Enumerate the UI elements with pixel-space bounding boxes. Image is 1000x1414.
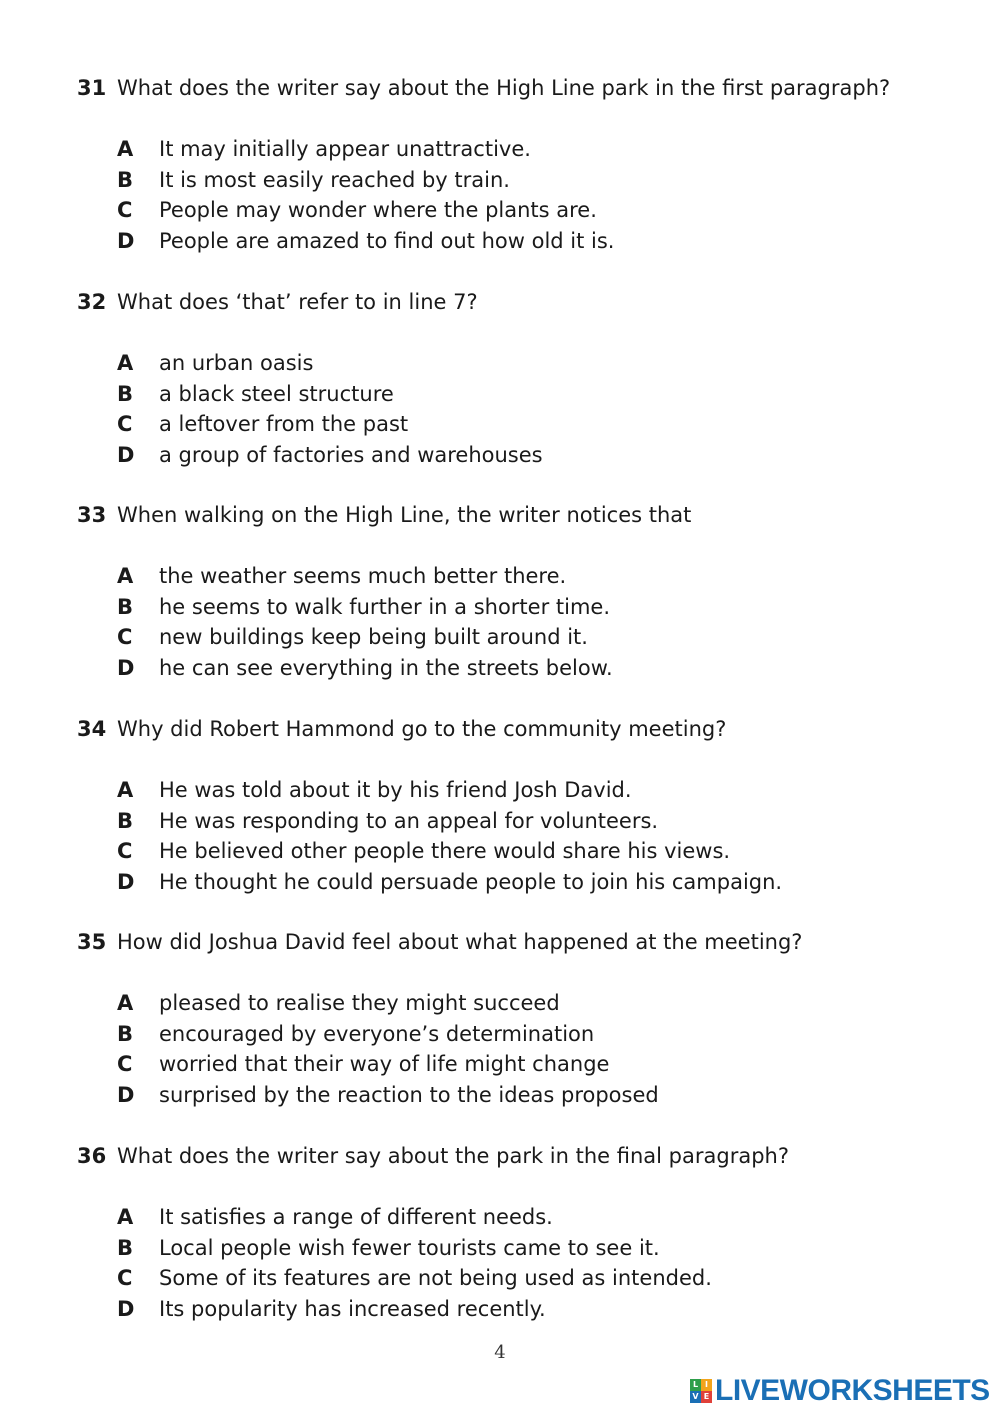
option-letter: C (117, 839, 133, 863)
option-c[interactable] (117, 1049, 609, 1079)
liveworksheets-icon (690, 1379, 712, 1403)
question-stem (77, 1141, 789, 1171)
option-letter: D (117, 443, 135, 467)
option-text: It is most easily reached by train. (159, 168, 510, 192)
option-text: he seems to walk further in a shorter time. (159, 595, 611, 619)
option-text: a group of factories and warehouses (159, 443, 543, 467)
option-b[interactable] (117, 806, 658, 836)
question-text: Why did Robert Hammond go to the community meeting? (117, 717, 727, 741)
option-text: People may wonder where the plants are. (159, 198, 597, 222)
option-d[interactable] (117, 440, 543, 470)
option-text: He was told about it by his friend Josh David. (159, 778, 632, 802)
option-a[interactable] (117, 348, 313, 378)
option-text: worried that their way of life might change (159, 1052, 610, 1076)
question-number: 36 (77, 1144, 107, 1168)
question-stem (77, 714, 726, 744)
option-text: he can see everything in the streets below. (159, 656, 613, 680)
option-letter: B (117, 382, 134, 406)
option-text: People are amazed to find out how old it is. (159, 229, 615, 253)
option-letter: C (117, 198, 133, 222)
option-letter: D (117, 229, 135, 253)
option-c[interactable] (117, 836, 730, 866)
option-text: a leftover from the past (159, 412, 409, 436)
option-b[interactable] (117, 165, 510, 195)
option-text: Some of its features are not being used as intended. (159, 1266, 712, 1290)
option-letter: B (117, 595, 134, 619)
option-text: Local people wish fewer tourists came to see it. (159, 1236, 660, 1260)
option-text: a black steel structure (159, 382, 394, 406)
question-number: 34 (77, 717, 107, 741)
option-letter: A (117, 564, 134, 588)
option-letter: C (117, 412, 133, 436)
option-text: encouraged by everyone’s determination (159, 1022, 595, 1046)
logo-tile-v: V (690, 1391, 701, 1403)
option-letter: C (117, 1266, 133, 1290)
logo-tile-e: E (701, 1391, 712, 1403)
option-a[interactable] (117, 988, 560, 1018)
option-b[interactable] (117, 1233, 660, 1263)
question-text: What does the writer say about the park in the final paragraph? (117, 1144, 789, 1168)
option-d[interactable] (117, 653, 613, 683)
option-letter: B (117, 1236, 134, 1260)
question-stem (77, 927, 802, 957)
option-a[interactable] (117, 561, 566, 591)
option-text: the weather seems much better there. (159, 564, 567, 588)
option-letter: B (117, 1022, 134, 1046)
option-c[interactable] (117, 409, 408, 439)
question-number: 35 (77, 930, 107, 954)
option-b[interactable] (117, 379, 394, 409)
liveworksheets-logo (690, 1375, 990, 1407)
option-letter: B (117, 168, 134, 192)
option-text: He thought he could persuade people to join his campaign. (159, 870, 783, 894)
option-text: surprised by the reaction to the ideas proposed (159, 1083, 659, 1107)
option-d[interactable] (117, 1294, 546, 1324)
option-letter: A (117, 778, 134, 802)
option-letter: A (117, 991, 134, 1015)
question-number: 32 (77, 290, 107, 314)
option-a[interactable] (117, 134, 531, 164)
question-number: 33 (77, 503, 107, 527)
option-text: It satisfies a range of different needs. (159, 1205, 553, 1229)
option-text: It may initially appear unattractive. (159, 137, 531, 161)
option-c[interactable] (117, 622, 588, 652)
question-number: 31 (77, 76, 107, 100)
option-text: Its popularity has increased recently. (159, 1297, 546, 1321)
option-letter: A (117, 1205, 134, 1229)
logo-tile-i: I (701, 1379, 712, 1391)
option-text: pleased to realise they might succeed (159, 991, 560, 1015)
option-text: new buildings keep being built around it. (159, 625, 588, 649)
option-letter: C (117, 625, 133, 649)
logo-tile-l: L (690, 1379, 701, 1391)
option-text: He believed other people there would share his views. (159, 839, 731, 863)
question-stem (77, 73, 890, 103)
question-stem (77, 500, 691, 530)
option-letter: D (117, 870, 135, 894)
option-d[interactable] (117, 867, 782, 897)
option-c[interactable] (117, 195, 597, 225)
option-text: an urban oasis (159, 351, 314, 375)
option-a[interactable] (117, 1202, 553, 1232)
question-text: What does the writer say about the High Line park in the first paragraph? (117, 76, 891, 100)
option-d[interactable] (117, 226, 614, 256)
option-d[interactable] (117, 1080, 659, 1110)
option-c[interactable] (117, 1263, 712, 1293)
option-letter: D (117, 656, 135, 680)
brand-name: LIVEWORKSHEETS (715, 1374, 990, 1407)
question-text: When walking on the High Line, the writer notices that (117, 503, 692, 527)
question-stem (77, 287, 478, 317)
option-letter: A (117, 137, 134, 161)
option-letter: B (117, 809, 134, 833)
question-text: What does ‘that’ refer to in line 7? (117, 290, 478, 314)
option-letter: D (117, 1297, 135, 1321)
option-letter: D (117, 1083, 135, 1107)
option-text: He was responding to an appeal for volunteers. (159, 809, 659, 833)
option-b[interactable] (117, 1019, 594, 1049)
option-b[interactable] (117, 592, 610, 622)
question-text: How did Joshua David feel about what happened at the meeting? (117, 930, 803, 954)
page-number: 4 (494, 1342, 506, 1363)
option-letter: A (117, 351, 134, 375)
option-a[interactable] (117, 775, 632, 805)
option-letter: C (117, 1052, 133, 1076)
